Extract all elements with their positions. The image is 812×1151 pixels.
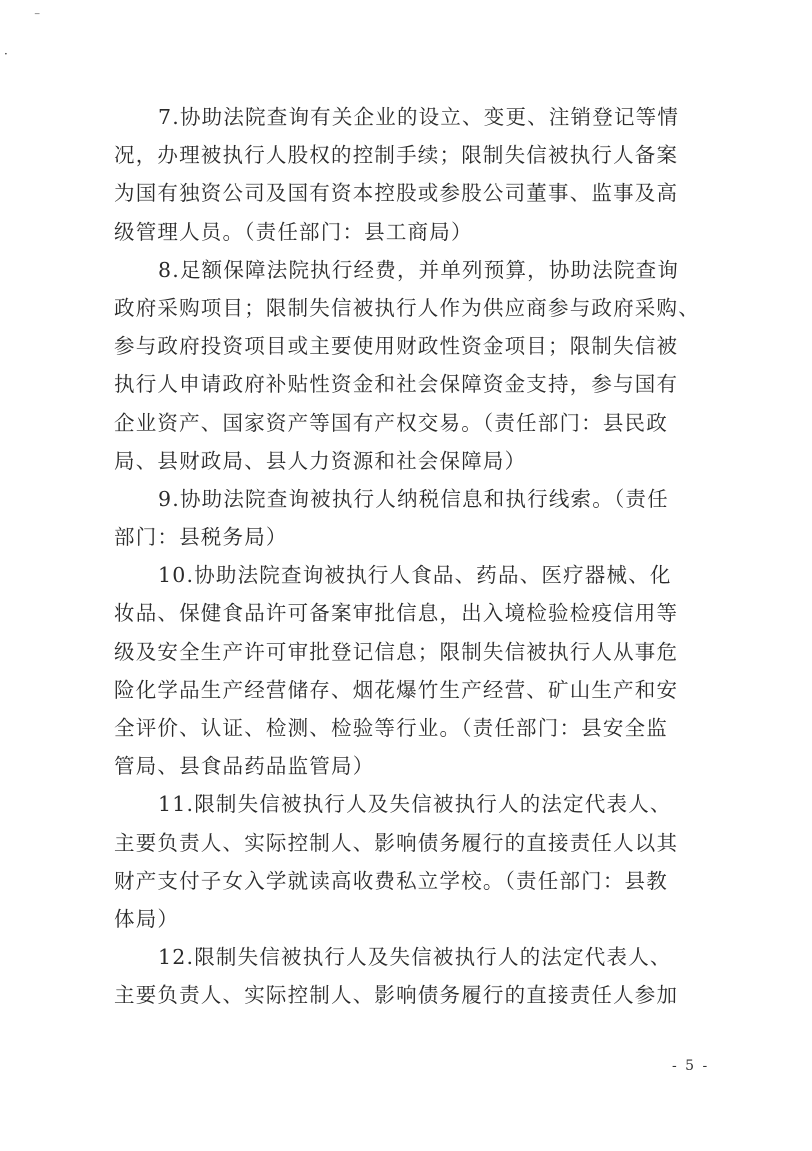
scan-mark: · xyxy=(4,47,8,61)
paragraph-12-line-1: 12.限制失信被执行人及失信被执行人的法定代表人、 xyxy=(158,945,672,970)
paragraph-11-line-3: 财产支付子女入学就读高收费私立学校。（责任部门：县教 xyxy=(114,868,668,893)
scan-mark: ⁻ xyxy=(34,9,41,23)
paragraph-11-line-1: 11.限制失信被执行人及失信被执行人的法定代表人、 xyxy=(158,792,672,817)
paragraph-10-line-6: 管局、县食品药品监管局） xyxy=(114,754,375,779)
paragraph-10-line-1: 10.协助法院查询被执行人食品、药品、医疗器械、化 xyxy=(158,563,672,588)
paragraph-10-line-5: 全评价、认证、检测、检验等行业。（责任部门：县安全监 xyxy=(114,716,668,740)
paragraph-7-line-4: 级管理人员。（责任部门：县工商局） xyxy=(114,219,473,244)
paragraph-8-line-2: 政府采购项目；限制失信被执行人作为供应商参与政府采购、 xyxy=(114,295,700,320)
paragraph-9-line-2: 部门：县税务局） xyxy=(114,525,288,550)
paragraph-8-line-4: 执行人申请政府补贴性资金和社会保障资金支持，参与国有 xyxy=(114,372,679,397)
paragraph-10-line-3: 级及安全生产许可审批登记信息；限制失信被执行人从事危 xyxy=(114,639,679,664)
paragraph-11-line-4: 体局） xyxy=(114,906,180,931)
paragraph-11-line-2: 主要负责人、实际控制人、影响债务履行的直接责任人以其 xyxy=(114,830,679,855)
paragraph-8-line-1: 8.足额保障法院执行经费，并单列预算，协助法院查询 xyxy=(158,257,680,282)
paragraph-7-line-3: 为国有独资公司及国有资本控股或参股公司董事、监事及高 xyxy=(114,181,679,206)
paragraph-10-line-4: 险化学品生产经营储存、烟花爆竹生产经营、矿山生产和安 xyxy=(114,677,679,702)
page-number: - 5 - xyxy=(672,1058,710,1074)
paragraph-7-line-2: 况，办理被执行人股权的控制手续；限制失信被执行人备案 xyxy=(114,143,679,168)
document-body xyxy=(114,98,714,1015)
paragraph-9-line-1: 9.协助法院查询被执行人纳税信息和执行线索。（责任 xyxy=(158,486,669,511)
paragraph-7-line-1: 7.协助法院查询有关企业的设立、变更、注销登记等情 xyxy=(158,105,680,129)
paragraph-8-line-5: 企业资产、国家资产等国有产权交易。（责任部门：县民政 xyxy=(114,410,668,435)
paragraph-8-line-6: 局、县财政局、县人力资源和社会保障局） xyxy=(114,448,527,473)
paragraph-8-line-3: 参与政府投资项目或主要使用财政性资金项目；限制失信被 xyxy=(114,334,679,359)
paragraph-10-line-2: 妆品、保健食品许可备案审批信息，出入境检验检疫信用等 xyxy=(114,601,679,626)
paragraph-12-line-2: 主要负责人、实际控制人、影响债务履行的直接责任人参加 xyxy=(114,983,679,1008)
